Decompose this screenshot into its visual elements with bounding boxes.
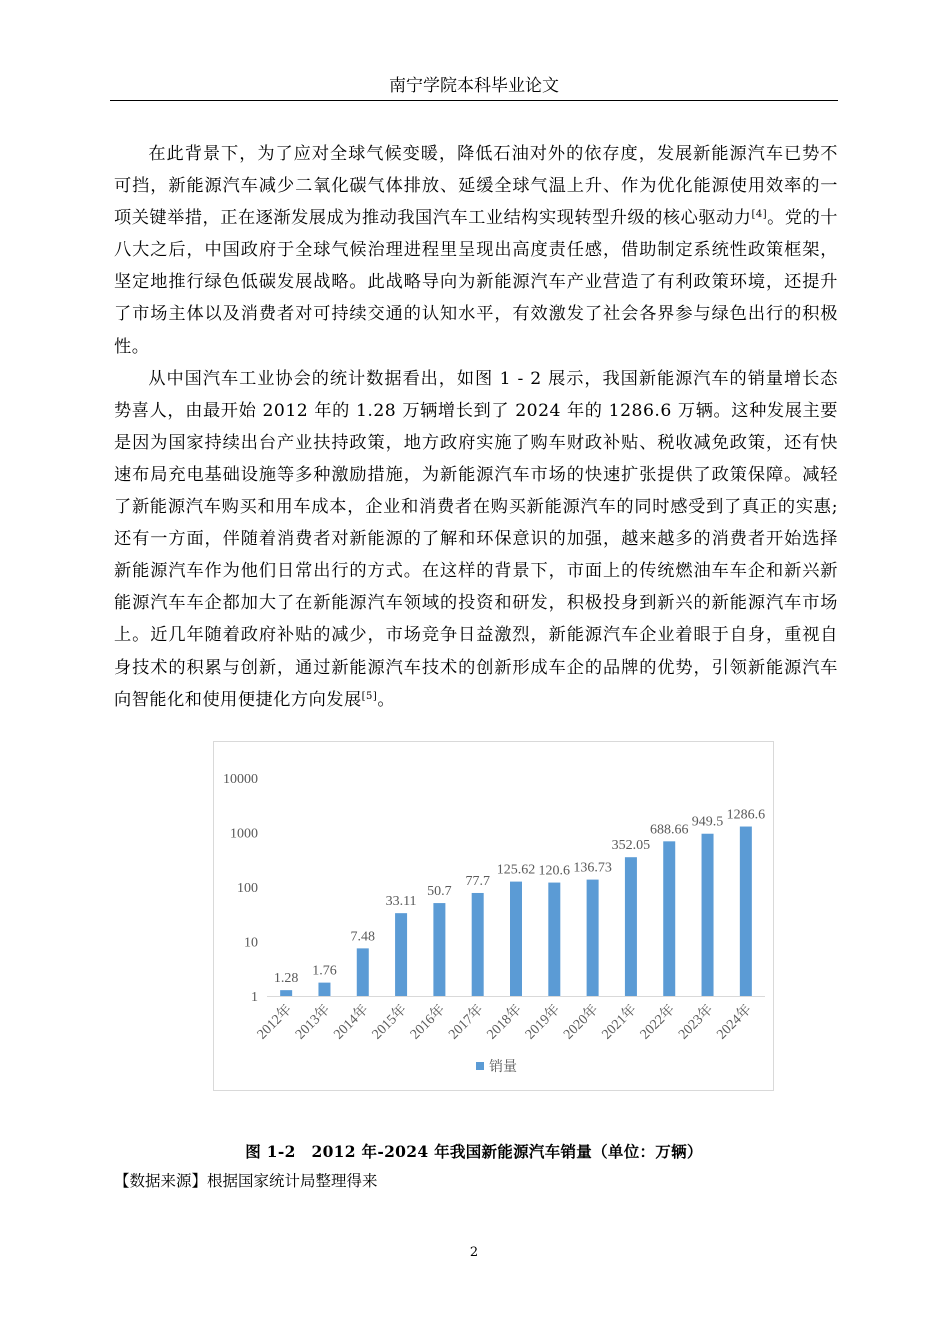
bar [318,983,330,996]
bar [587,880,599,996]
paragraph-text: 。党的十八大之后，中国政府于全球气候治理进程里呈现出高度责任感，借助制定系统性政策框架，坚定地推行绿色低碳发展战略。此战略导向为新能源汽车产业营造了有利政策环境，还提升了市场主体以及消费者对可持续交通的认知水平，有效激发了社会各界参与绿色出行的积极性。 [114,208,838,357]
bar [472,893,484,996]
legend-swatch [476,1062,484,1070]
x-tick-label: 2023年 [676,1002,717,1043]
y-tick-label: 100 [237,881,258,896]
citation: [4] [751,209,768,221]
x-tick-label: 2019年 [522,1002,564,1043]
data-label: 1.76 [312,963,337,979]
x-tick-label: 2012年 [254,1002,295,1043]
bar [663,841,675,996]
bar [357,948,369,996]
x-tick-label: 2017年 [446,1002,487,1043]
bar [280,990,292,996]
data-label: 1.28 [273,971,299,987]
data-label: 1286.6 [726,807,766,823]
paragraph-text: 。 [377,689,396,710]
data-label: 949.5 [691,814,724,830]
x-tick-label: 2020年 [561,1002,602,1043]
data-label: 125.62 [496,862,536,878]
data-label: 688.66 [649,822,689,838]
citation: [5] [361,690,378,702]
header-rule [110,100,838,101]
page-number: 2 [469,1245,479,1260]
paragraph-text: 在此背景下，为了应对全球气候变暖，降低石油对外的依存度，发展新能源汽车已势不可挡，新能源汽车减少二氧化碳气体排放、延缓全球气温上升、作为优化能源使用效率的一项关键举措，正在逐渐发展成为推动我国汽车工业结构实现转型升级的核心驱动力 [114,144,838,229]
bar [548,883,560,996]
data-label: 120.6 [538,863,571,879]
data-label: 50.7 [427,884,452,900]
x-tick-label: 2015年 [369,1002,410,1043]
paragraph [114,363,838,716]
data-label: 77.7 [465,873,490,889]
bar [433,903,445,996]
x-tick-label: 2021年 [599,1002,640,1043]
x-tick-label: 2016年 [407,1002,449,1043]
running-header: 南宁学院本科毕业论文 [389,76,559,96]
x-tick-label: 2018年 [484,1002,525,1043]
y-tick-label: 1 [251,990,258,1005]
legend-label: 销量 [489,1060,517,1075]
data-label: 352.05 [611,838,651,854]
x-tick-label: 2013年 [292,1002,334,1043]
paragraph-text: 从中国汽车工业协会的统计数据看出，如图 1 - 2 展示，我国新能源汽车的销量增长态势喜人，由最开始 2012 年的 1.28 万辆增长到了 2024 年的 1286.6 万辆。这种发展主要是因为国家持续出台产业扶持政策，地方政府实施了购车财政补贴、税收减免政策，还有快速布局充电基础设施等多种激励措施，为新能源汽车市场的快速扩张提供了政策保障。减轻了新能源汽车购买和用车成本，企业和消费者在购买新能源汽车的同时感受到了真正的实惠;还有一方面，伴随着消费者对新能源的了解和环保意识的加强，越来越多的消费者开始选择新能源汽车作为他们日常出行的方式。在这样的背景下，市面上的传统燃油车车企和新兴新能源汽车车企都加大了在新能源汽车领域的投资和研发，积极投身到新兴的新能源汽车市场上。近几年随着政府补贴的减少，市场竞争日益激烈，新能源汽车企业着眼于自身，重视自身技术的积累与创新，通过新能源汽车技术的创新形成车企的品牌的优势，引领新能源汽车向智能化和使用便捷化方向发展 [114,368,838,710]
bar [625,857,637,996]
x-tick-label: 2014年 [331,1002,372,1043]
x-tick-label: 2022年 [637,1002,679,1043]
x-tick-label: 2024年 [714,1002,755,1043]
y-tick-label: 1000 [230,826,258,842]
bar [740,827,752,996]
chart-frame [213,741,774,1091]
data-label: 7.48 [350,929,376,945]
data-label: 33.11 [385,894,417,910]
paragraph [114,138,838,363]
data-source-note: 【数据来源】根据国家统计局整理得来 [114,1172,378,1190]
y-tick-label: 10000 [223,772,258,787]
body-text [114,138,838,716]
sales-bar-chart [214,742,775,1092]
data-label: 136.73 [573,860,612,876]
bar [702,834,714,996]
y-tick-label: 10 [244,935,258,951]
bar [510,882,522,996]
figure-caption: 图 1-2 2012 年-2024 年我国新能源汽车销量（单位：万辆） [245,1142,703,1161]
bar [395,913,407,996]
